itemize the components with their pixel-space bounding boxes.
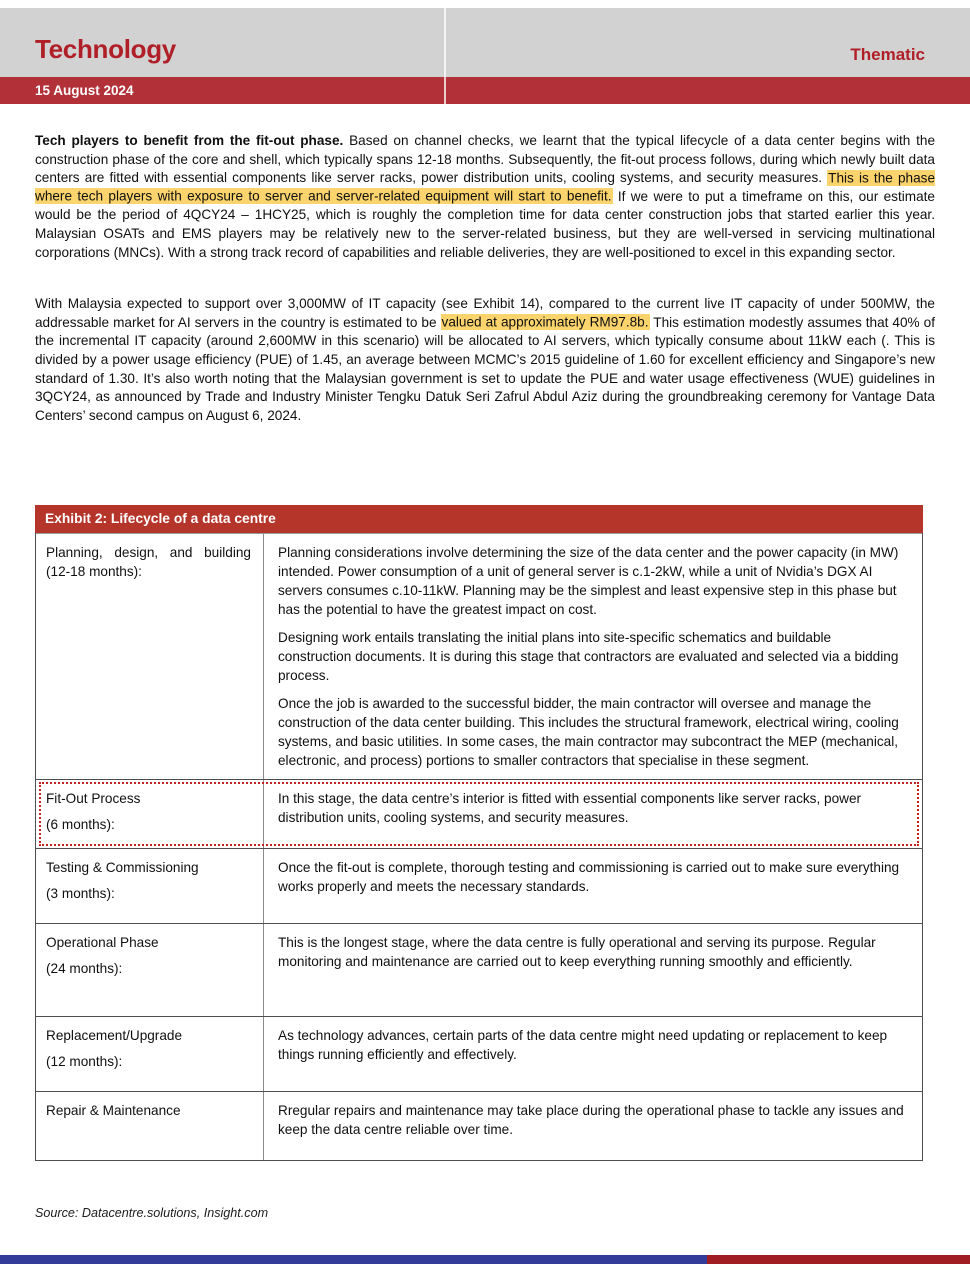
stage-description-paragraph: Once the fit-out is complete, thorough testing and commissioning is carried out to make sure everything works properly and meets the necessary standards.	[278, 860, 900, 894]
paragraph-fit-out-phase	[35, 132, 935, 262]
stage-duration: (12 months):	[46, 1054, 123, 1069]
table-row	[36, 533, 922, 779]
stage-description-paragraph: Planning considerations involve determining the size of the data center and the power capacity (in MW) intended. Power consumption of a unit of general server is c.1-2kW, while a unit of Nvidia’s DGX AI servers consumes c.10-11kW. Planning may be the simplest and least expensive step in this phase but has the potential to have the greatest impact on cost.	[278, 545, 899, 617]
table-row	[36, 779, 922, 848]
stage-duration: (3 months):	[46, 886, 115, 901]
stage-label: Replacement/Upgrade	[46, 1028, 183, 1043]
stage-label: Fit-Out Process	[46, 791, 141, 806]
highlighted-text: valued at approximately RM97.8b.	[441, 314, 649, 330]
paragraph-text: Based on channel checks, we learnt that the typical lifecycle of a data center begins with the construction phase of the core and shell, which typically spans 12-18 months. Subsequently, the fit-out process follows, during which newly built data centers are fitted with essential components like server racks, power distribution units, cooling systems, and security measures.	[35, 133, 936, 186]
stage-cell	[36, 780, 264, 848]
stage-description-cell	[264, 1092, 922, 1160]
date-bar	[0, 77, 970, 104]
table-row	[36, 848, 922, 923]
stage-cell	[36, 849, 264, 923]
page-title: Technology	[35, 34, 176, 64]
stage-description-paragraph: As technology advances, certain parts of the data centre might need updating or replacement to keep things running efficiently and effectively.	[278, 1028, 888, 1062]
stage-description-paragraph: In this stage, the data centre’s interior is fitted with essential components like server racks, power distribution units, cooling systems, and security measures.	[278, 791, 862, 825]
stage-cell	[36, 1017, 264, 1091]
paragraph-text: This estimation modestly assumes that 40% of the incremental IT capacity (around 2,600MW in this scenario) will be allocated to AI servers, which typically consume about 11kW each (. This is divided by a power usage efficiency (PUE) of 1.45, an average between MCMC’s 2015 guideline of 1.60 for excellent efficiency and Singapore’s new standard of 1.30. It’s also worth noting that the Malaysian government is set to update the PUE and water usage effectiveness (WUE) guidelines in 3QCY24, as announced by Trade and Industry Minister Tengku Datuk Seri Zafrul Abdul Aziz during the groundbreaking ceremony for Vantage Data Centers’ second campus on August 6, 2024.	[35, 314, 935, 423]
stage-description-cell	[264, 849, 922, 923]
paragraph-lead-bold: Tech players to benefit from the fit-out phase.	[35, 133, 344, 148]
stage-description-cell	[264, 924, 922, 1016]
exhibit-table-body	[35, 533, 923, 1161]
stage-description-paragraph: Once the job is awarded to the successful bidder, the main contractor will oversee and manage the construction of the data center building. This includes the structural framework, electrical wiring, cooling systems, and basic utilities. In some cases, the main contractor may subcontract the MEP (mechanical, electronic, and process) portions to smaller contractors that specialise in these segment.	[278, 696, 899, 768]
table-row	[36, 1091, 922, 1160]
stage-label: Planning, design, and building (12-18 months):	[46, 545, 251, 579]
stage-description-paragraph: Rregular repairs and maintenance may take place during the operational phase to tackle any issues and keep the data centre reliable over time.	[278, 1103, 904, 1137]
stage-description-cell	[264, 1017, 922, 1091]
stage-duration: (6 months):	[46, 817, 115, 832]
stage-description-paragraph: Designing work entails translating the initial plans into site-specific schematics and buildable construction documents. It is during this stage that contractors are evaluated and selected via a bidding process.	[278, 630, 899, 683]
stage-description-cell	[264, 534, 922, 779]
footer-strip-blue	[0, 1255, 707, 1264]
stage-description-paragraph: This is the longest stage, where the data centre is fully operational and serving its purpose. Regular monitoring and maintenance are carried out to keep everything running smoothly and efficiently.	[278, 935, 876, 969]
footer-strip-red	[707, 1255, 970, 1264]
stage-label: Repair & Maintenance	[46, 1103, 181, 1118]
stage-duration: (24 months):	[46, 961, 123, 976]
highlighted-text: This is the phase where tech players with exposure to server and server-related equipment will start to benefit.	[35, 170, 935, 204]
source-note: Source: Datacentre.solutions, Insight.com	[35, 1206, 269, 1220]
footer-strip	[0, 1255, 970, 1264]
report-category-label: Thematic	[850, 45, 925, 64]
table-row	[36, 923, 922, 1016]
paragraph-text: If we were to put a timeframe on this, our estimate would be the period of 4QCY24 – 1HCY25, which is roughly the completion time for data center construction jobs that started earlier this year. Malaysian OSATs and EMS players may be relatively new to the server-related business, but they are well-versed in servicing multinational corporations (MNCs). With a strong track record of capabilities and reliable deliveries, they are well-positioned to excel in this expanding sector.	[35, 188, 935, 260]
stage-description-cell	[264, 780, 922, 848]
stage-cell	[36, 534, 264, 779]
paragraph-text: With Malaysia expected to support over 3,000MW of IT capacity (see Exhibit 14), compared to the current live IT capacity of under 500MW, the addressable market for AI servers in the country is estimated to be	[35, 296, 935, 330]
stage-cell	[36, 1092, 264, 1160]
table-row	[36, 1016, 922, 1091]
stage-label: Testing & Commissioning	[46, 860, 199, 875]
stage-label: Operational Phase	[46, 935, 159, 950]
stage-cell	[36, 924, 264, 1016]
exhibit-title-bar: Exhibit 2: Lifecycle of a data centre	[35, 505, 923, 533]
header-seam-line	[444, 8, 446, 104]
paragraph-ai-server-market	[35, 295, 935, 425]
exhibit-table	[35, 505, 923, 1161]
report-date: 15 August 2024	[35, 83, 134, 98]
body-content	[35, 132, 935, 425]
